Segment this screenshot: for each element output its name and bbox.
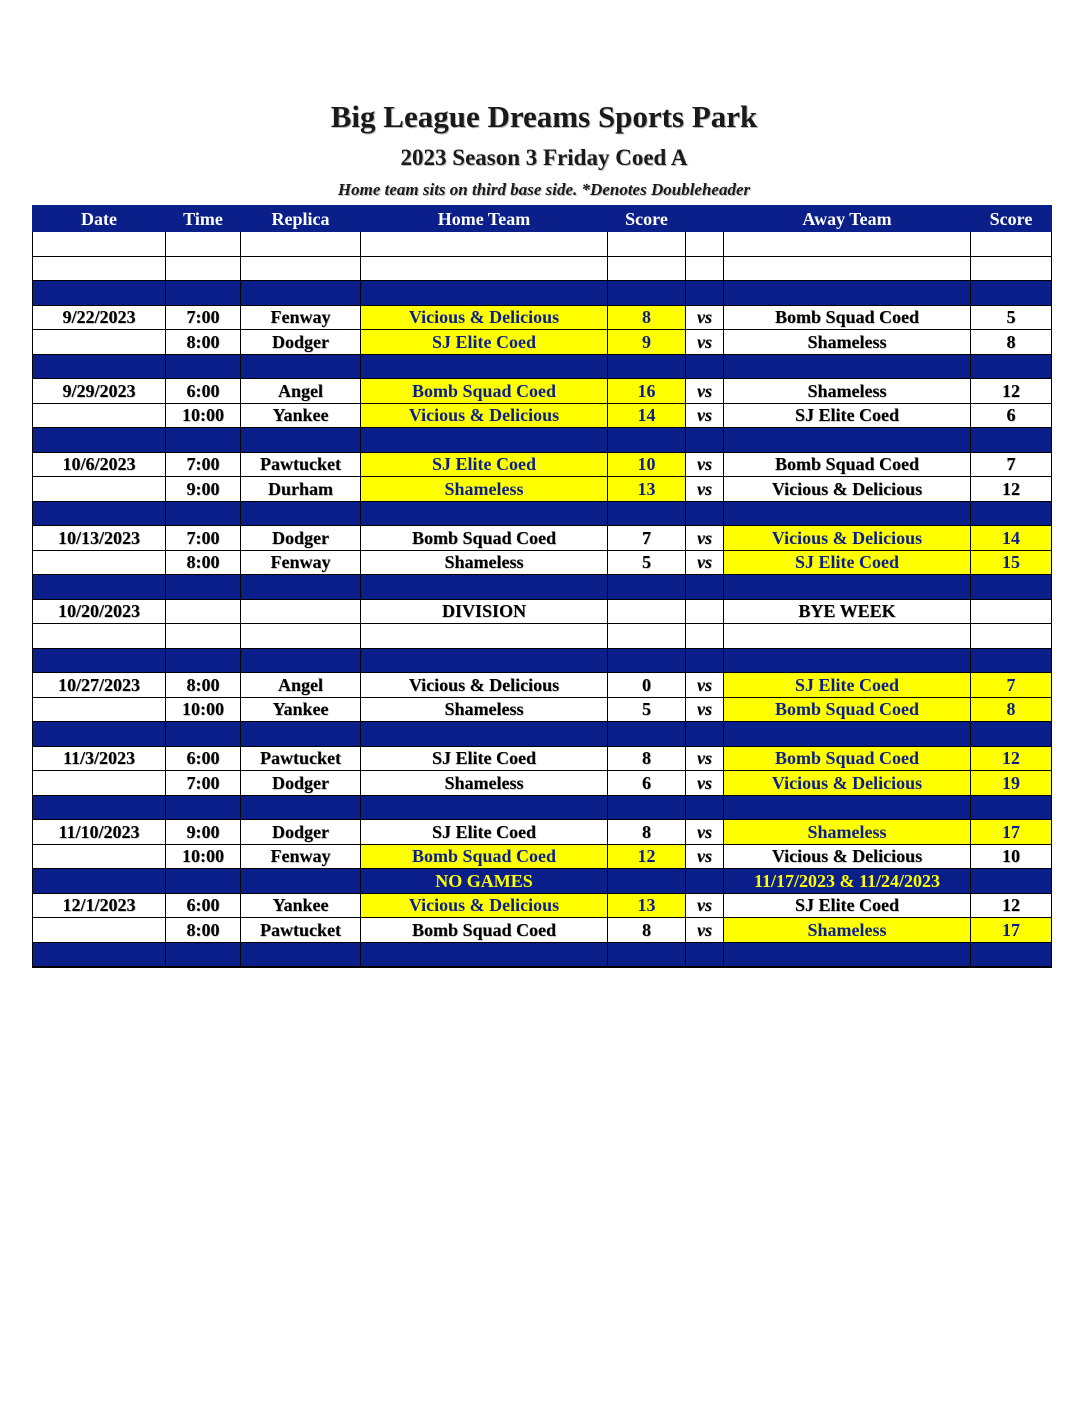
schedule-note: Home team sits on third base side. *Denotes Doubleheader (337, 180, 751, 199)
game-row (33, 673, 1052, 698)
home-team-cell: SJ Elite Coed (361, 452, 608, 477)
home-score-cell: 8 (608, 305, 686, 330)
date-cell: 9/22/2023 (33, 305, 166, 330)
home-score-cell (608, 722, 686, 747)
time-cell (166, 256, 241, 281)
vs-cell (686, 942, 724, 967)
home-team-cell: Bomb Squad Coed (361, 526, 608, 551)
blank-row (33, 256, 1052, 281)
away-team-cell (724, 232, 971, 257)
home-score-cell: 5 (608, 697, 686, 722)
col-replica: Replica (241, 206, 361, 232)
vs-cell: vs (686, 526, 724, 551)
replica-cell: Dodger (241, 820, 361, 845)
separator-row (33, 281, 1052, 306)
vs-cell (686, 256, 724, 281)
away-score-cell (971, 869, 1052, 894)
home-score-cell (608, 575, 686, 600)
away-team-cell (724, 722, 971, 747)
time-cell (166, 501, 241, 526)
home-team-cell: Shameless (361, 477, 608, 502)
away-team-cell (724, 428, 971, 453)
home-score-cell (608, 624, 686, 649)
date-cell: 10/13/2023 (33, 526, 166, 551)
away-team-cell (724, 354, 971, 379)
vs-cell: vs (686, 771, 724, 796)
replica-cell: Dodger (241, 771, 361, 796)
time-cell (166, 232, 241, 257)
away-score-cell (971, 942, 1052, 967)
separator-row (33, 648, 1052, 673)
home-score-cell: 8 (608, 820, 686, 845)
away-team-cell: Vicious & Delicious (724, 477, 971, 502)
game-row (33, 477, 1052, 502)
date-cell (33, 795, 166, 820)
game-row (33, 771, 1052, 796)
home-score-cell: 12 (608, 844, 686, 869)
date-cell (33, 501, 166, 526)
replica-cell (241, 575, 361, 600)
vs-cell: vs (686, 452, 724, 477)
game-row (33, 599, 1052, 624)
away-score-cell (971, 354, 1052, 379)
away-score-cell: 12 (971, 893, 1052, 918)
home-team-cell: NO GAMES (361, 869, 608, 894)
replica-cell: Fenway (241, 844, 361, 869)
vs-cell: vs (686, 477, 724, 502)
away-score-cell: 12 (971, 379, 1052, 404)
time-cell: 7:00 (166, 305, 241, 330)
away-team-cell: 11/17/2023 & 11/24/2023 (724, 869, 971, 894)
replica-cell: Angel (241, 673, 361, 698)
time-cell: 6:00 (166, 893, 241, 918)
home-score-cell (608, 942, 686, 967)
schedule-table (32, 205, 1052, 968)
away-team-cell: BYE WEEK (724, 599, 971, 624)
date-cell (33, 281, 166, 306)
home-team-cell: Vicious & Delicious (361, 673, 608, 698)
home-team-cell: DIVISION (361, 599, 608, 624)
away-score-cell (971, 428, 1052, 453)
time-cell: 6:00 (166, 746, 241, 771)
time-cell (166, 722, 241, 747)
game-row (33, 820, 1052, 845)
home-team-cell: Bomb Squad Coed (361, 844, 608, 869)
home-team-cell: Vicious & Delicious (361, 403, 608, 428)
home-score-cell: 7 (608, 526, 686, 551)
date-cell (33, 330, 166, 355)
away-team-cell: Shameless (724, 379, 971, 404)
away-team-cell: Vicious & Delicious (724, 526, 971, 551)
home-team-cell (361, 501, 608, 526)
time-cell (166, 428, 241, 453)
away-team-cell: Shameless (724, 918, 971, 943)
home-team-cell: SJ Elite Coed (361, 820, 608, 845)
time-cell: 10:00 (166, 697, 241, 722)
date-cell (33, 697, 166, 722)
time-cell: 9:00 (166, 477, 241, 502)
game-row (33, 918, 1052, 943)
home-team-cell (361, 795, 608, 820)
away-score-cell: 19 (971, 771, 1052, 796)
home-team-cell: Shameless (361, 550, 608, 575)
vs-cell: vs (686, 746, 724, 771)
away-score-cell: 5 (971, 305, 1052, 330)
home-team-cell (361, 722, 608, 747)
replica-cell (241, 942, 361, 967)
home-team-cell (361, 942, 608, 967)
replica-cell (241, 624, 361, 649)
separator-row (33, 722, 1052, 747)
vs-cell: vs (686, 379, 724, 404)
game-row (33, 403, 1052, 428)
vs-cell: vs (686, 918, 724, 943)
no-games-row (33, 869, 1052, 894)
home-score-cell (608, 648, 686, 673)
away-team-cell: SJ Elite Coed (724, 403, 971, 428)
away-score-cell (971, 256, 1052, 281)
home-score-cell (608, 869, 686, 894)
vs-cell (686, 795, 724, 820)
replica-cell: Pawtucket (241, 452, 361, 477)
away-team-cell (724, 942, 971, 967)
date-cell (33, 550, 166, 575)
replica-cell: Dodger (241, 330, 361, 355)
home-team-cell: Vicious & Delicious (361, 305, 608, 330)
time-cell (166, 281, 241, 306)
home-team-cell (361, 256, 608, 281)
game-row (33, 844, 1052, 869)
away-score-cell: 17 (971, 820, 1052, 845)
date-cell (33, 624, 166, 649)
away-score-cell: 8 (971, 697, 1052, 722)
replica-cell (241, 232, 361, 257)
date-cell (33, 648, 166, 673)
vs-cell: vs (686, 550, 724, 575)
separator-row (33, 575, 1052, 600)
replica-cell (241, 869, 361, 894)
date-cell: 10/27/2023 (33, 673, 166, 698)
vs-cell (686, 428, 724, 453)
date-cell: 9/29/2023 (33, 379, 166, 404)
time-cell: 7:00 (166, 526, 241, 551)
away-team-cell (724, 795, 971, 820)
vs-cell: vs (686, 697, 724, 722)
time-cell (166, 795, 241, 820)
replica-cell (241, 281, 361, 306)
replica-cell (241, 722, 361, 747)
col-home-score: Score (608, 206, 686, 232)
game-row (33, 330, 1052, 355)
away-score-cell (971, 648, 1052, 673)
game-row (33, 746, 1052, 771)
col-vs (686, 206, 724, 232)
date-cell: 11/3/2023 (33, 746, 166, 771)
away-team-cell (724, 281, 971, 306)
vs-cell: vs (686, 330, 724, 355)
replica-cell: Yankee (241, 697, 361, 722)
replica-cell (241, 354, 361, 379)
away-score-cell: 12 (971, 477, 1052, 502)
vs-cell: vs (686, 305, 724, 330)
replica-cell: Fenway (241, 550, 361, 575)
home-score-cell: 13 (608, 477, 686, 502)
away-score-cell: 14 (971, 526, 1052, 551)
date-cell (33, 722, 166, 747)
away-score-cell: 7 (971, 673, 1052, 698)
home-score-cell: 16 (608, 379, 686, 404)
game-row (33, 452, 1052, 477)
vs-cell (686, 624, 724, 649)
away-score-cell: 12 (971, 746, 1052, 771)
vs-cell: vs (686, 844, 724, 869)
home-score-cell (608, 232, 686, 257)
vs-cell (686, 501, 724, 526)
home-team-cell (361, 354, 608, 379)
home-team-cell: Shameless (361, 771, 608, 796)
home-score-cell: 8 (608, 746, 686, 771)
replica-cell (241, 599, 361, 624)
time-cell: 9:00 (166, 820, 241, 845)
date-cell: 10/20/2023 (33, 599, 166, 624)
away-score-cell (971, 722, 1052, 747)
home-score-cell: 8 (608, 918, 686, 943)
replica-cell (241, 501, 361, 526)
page-subtitle: 2023 Season 3 Friday Coed A (400, 145, 688, 170)
home-team-cell (361, 428, 608, 453)
home-score-cell (608, 256, 686, 281)
vs-cell: vs (686, 403, 724, 428)
separator-row (33, 501, 1052, 526)
date-cell: 11/10/2023 (33, 820, 166, 845)
vs-cell (686, 869, 724, 894)
time-cell (166, 354, 241, 379)
time-cell: 8:00 (166, 330, 241, 355)
home-team-cell: Shameless (361, 697, 608, 722)
replica-cell (241, 256, 361, 281)
col-away-team: Away Team (724, 206, 971, 232)
date-cell (33, 575, 166, 600)
home-score-cell: 10 (608, 452, 686, 477)
date-cell (33, 942, 166, 967)
away-score-cell: 17 (971, 918, 1052, 943)
away-team-cell: SJ Elite Coed (724, 673, 971, 698)
home-score-cell (608, 795, 686, 820)
home-score-cell (608, 428, 686, 453)
date-cell (33, 256, 166, 281)
time-cell (166, 599, 241, 624)
game-row (33, 379, 1052, 404)
home-score-cell: 9 (608, 330, 686, 355)
home-score-cell: 6 (608, 771, 686, 796)
col-home-team: Home Team (361, 206, 608, 232)
away-score-cell: 15 (971, 550, 1052, 575)
replica-cell: Angel (241, 379, 361, 404)
home-score-cell: 5 (608, 550, 686, 575)
away-team-cell: SJ Elite Coed (724, 550, 971, 575)
time-cell: 8:00 (166, 673, 241, 698)
away-team-cell (724, 575, 971, 600)
away-score-cell (971, 624, 1052, 649)
home-team-cell: Bomb Squad Coed (361, 379, 608, 404)
replica-cell: Fenway (241, 305, 361, 330)
home-score-cell (608, 354, 686, 379)
time-cell: 8:00 (166, 918, 241, 943)
vs-cell (686, 575, 724, 600)
away-team-cell (724, 624, 971, 649)
home-team-cell (361, 281, 608, 306)
vs-cell (686, 281, 724, 306)
time-cell (166, 942, 241, 967)
time-cell (166, 575, 241, 600)
home-team-cell (361, 232, 608, 257)
date-cell (33, 869, 166, 894)
away-team-cell: Vicious & Delicious (724, 844, 971, 869)
time-cell (166, 869, 241, 894)
away-score-cell (971, 232, 1052, 257)
game-row (33, 305, 1052, 330)
schedule-body (33, 232, 1052, 968)
vs-cell (686, 599, 724, 624)
home-team-cell: Vicious & Delicious (361, 893, 608, 918)
away-team-cell: Shameless (724, 820, 971, 845)
separator-row (33, 942, 1052, 967)
date-cell (33, 403, 166, 428)
separator-row (33, 354, 1052, 379)
col-away-score: Score (971, 206, 1052, 232)
col-date: Date (33, 206, 166, 232)
date-cell (33, 477, 166, 502)
away-team-cell: Bomb Squad Coed (724, 452, 971, 477)
vs-cell (686, 722, 724, 747)
game-row (33, 893, 1052, 918)
time-cell (166, 624, 241, 649)
separator-row (33, 795, 1052, 820)
away-team-cell: Bomb Squad Coed (724, 305, 971, 330)
vs-cell (686, 648, 724, 673)
away-team-cell: Bomb Squad Coed (724, 697, 971, 722)
time-cell: 6:00 (166, 379, 241, 404)
away-team-cell: Bomb Squad Coed (724, 746, 971, 771)
home-team-cell (361, 575, 608, 600)
col-time: Time (166, 206, 241, 232)
home-team-cell: SJ Elite Coed (361, 330, 608, 355)
header-row (33, 206, 1052, 232)
replica-cell: Pawtucket (241, 918, 361, 943)
away-score-cell: 8 (971, 330, 1052, 355)
replica-cell (241, 648, 361, 673)
replica-cell (241, 795, 361, 820)
vs-cell: vs (686, 820, 724, 845)
date-cell (33, 428, 166, 453)
separator-row (33, 428, 1052, 453)
away-score-cell: 6 (971, 403, 1052, 428)
home-score-cell: 13 (608, 893, 686, 918)
date-cell (33, 354, 166, 379)
replica-cell: Yankee (241, 893, 361, 918)
home-team-cell: SJ Elite Coed (361, 746, 608, 771)
vs-cell (686, 354, 724, 379)
vs-cell: vs (686, 673, 724, 698)
home-score-cell (608, 501, 686, 526)
page-title: Big League Dreams Sports Park (330, 99, 758, 134)
away-score-cell (971, 795, 1052, 820)
date-cell (33, 844, 166, 869)
date-cell (33, 918, 166, 943)
away-score-cell (971, 281, 1052, 306)
game-row (33, 526, 1052, 551)
away-score-cell (971, 599, 1052, 624)
away-team-cell: Shameless (724, 330, 971, 355)
time-cell: 7:00 (166, 452, 241, 477)
date-cell (33, 771, 166, 796)
away-team-cell (724, 648, 971, 673)
away-score-cell: 10 (971, 844, 1052, 869)
vs-cell (686, 232, 724, 257)
game-row (33, 697, 1052, 722)
time-cell: 7:00 (166, 771, 241, 796)
away-team-cell: Vicious & Delicious (724, 771, 971, 796)
away-score-cell (971, 575, 1052, 600)
time-cell: 10:00 (166, 403, 241, 428)
time-cell: 8:00 (166, 550, 241, 575)
home-score-cell (608, 281, 686, 306)
away-score-cell (971, 501, 1052, 526)
replica-cell (241, 428, 361, 453)
date-cell: 12/1/2023 (33, 893, 166, 918)
blank-row (33, 624, 1052, 649)
blank-row (33, 232, 1052, 257)
away-score-cell: 7 (971, 452, 1052, 477)
replica-cell: Pawtucket (241, 746, 361, 771)
game-row (33, 550, 1052, 575)
home-team-cell (361, 624, 608, 649)
away-team-cell (724, 256, 971, 281)
home-team-cell (361, 648, 608, 673)
replica-cell: Durham (241, 477, 361, 502)
home-score-cell (608, 599, 686, 624)
date-cell (33, 232, 166, 257)
time-cell (166, 648, 241, 673)
vs-cell: vs (686, 893, 724, 918)
time-cell: 10:00 (166, 844, 241, 869)
replica-cell: Dodger (241, 526, 361, 551)
away-team-cell: SJ Elite Coed (724, 893, 971, 918)
date-cell: 10/6/2023 (33, 452, 166, 477)
away-team-cell (724, 501, 971, 526)
home-score-cell: 14 (608, 403, 686, 428)
home-score-cell: 0 (608, 673, 686, 698)
home-team-cell: Bomb Squad Coed (361, 918, 608, 943)
replica-cell: Yankee (241, 403, 361, 428)
